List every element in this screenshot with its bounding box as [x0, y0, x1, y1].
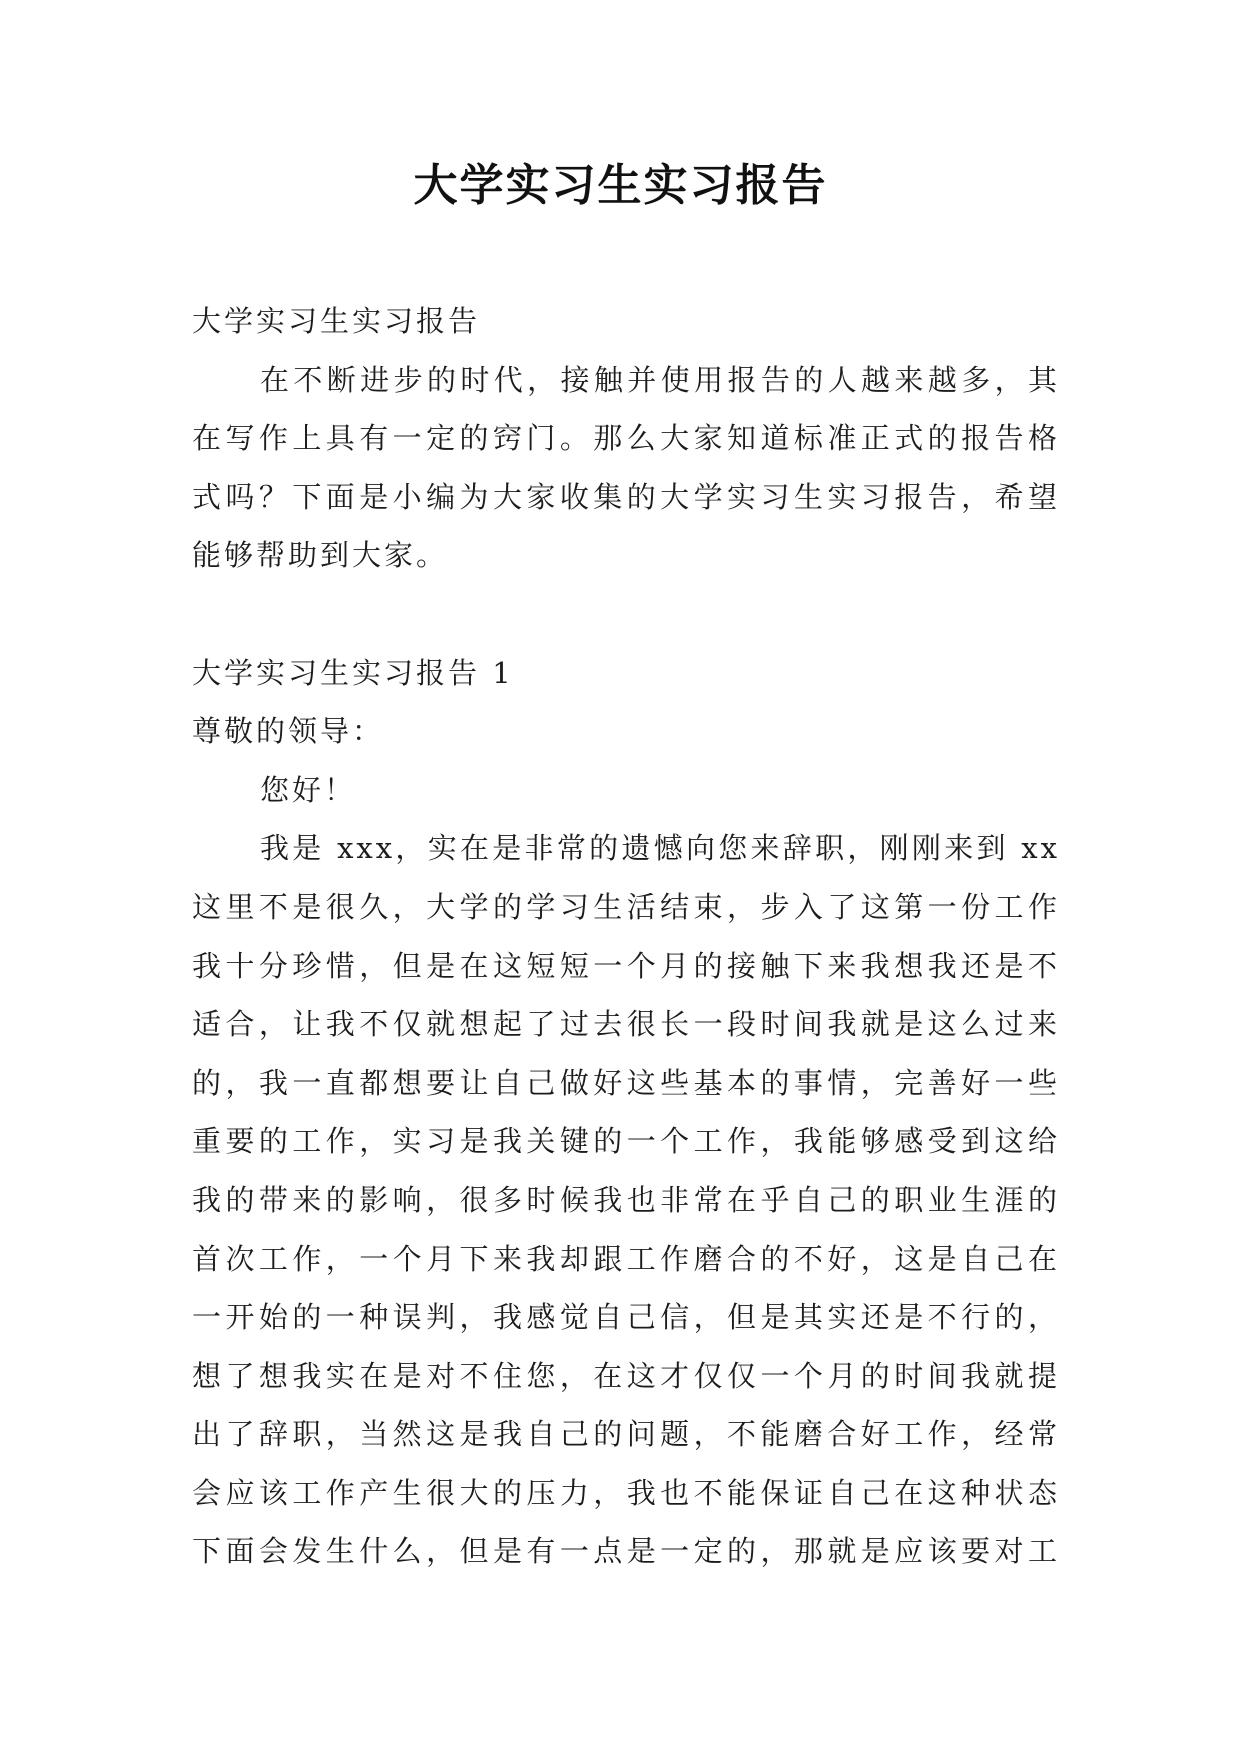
- intro-line: 能够帮助到大家。: [192, 538, 449, 573]
- body-line: 这里不是很久，大学的学习生活结束，步入了这第一份工作: [192, 889, 1060, 924]
- body-line: 重要的工作，实习是我关键的一个工作，我能够感受到这给: [192, 1124, 1060, 1159]
- body-line: 首次工作，一个月下来我却跟工作磨合的不好，这是自己在: [192, 1241, 1060, 1276]
- greeting: 您好！: [260, 772, 357, 807]
- body-line: 我是 xxx，实在是非常的遗憾向您来辞职，刚刚来到 xx: [260, 831, 1060, 866]
- intro-line: 在不断进步的时代，接触并使用报告的人越来越多，其: [260, 362, 1060, 397]
- body-line: 一开始的一种误判，我感觉自己信，但是其实还是不行的，: [192, 1300, 1060, 1335]
- body-line: 会应该工作产生很大的压力，我也不能保证自己在这种状态: [192, 1475, 1060, 1510]
- body-line: 我十分珍惜，但是在这短短一个月的接触下来我想我还是不: [192, 948, 1060, 983]
- body-line: 出了辞职，当然这是我自己的问题，不能磨合好工作，经常: [192, 1417, 1060, 1452]
- document-body: [192, 292, 1060, 1581]
- document-title: 大学实习生实习报告: [413, 160, 828, 211]
- section-title: 大学实习生实习报告 1: [192, 655, 514, 690]
- intro-line: 在写作上具有一定的窍门。那么大家知道标准正式的报告格: [192, 421, 1060, 456]
- body-line: 我的带来的影响，很多时候我也非常在乎自己的职业生涯的: [192, 1182, 1060, 1217]
- salutation: 尊敬的领导：: [192, 714, 385, 749]
- body-line: 适合，让我不仅就想起了过去很长一段时间我就是这么过来: [192, 1007, 1060, 1042]
- intro-line: 式吗？下面是小编为大家收集的大学实习生实习报告，希望: [192, 479, 1060, 514]
- body-line: 的，我一直都想要让自己做好这些基本的事情，完善好一些: [192, 1065, 1060, 1100]
- paragraph-spacer: [192, 585, 1060, 644]
- body-line: 想了想我实在是对不住您，在这才仅仅一个月的时间我就提: [192, 1358, 1060, 1393]
- body-line: 下面会发生什么，但是有一点是一定的，那就是应该要对工: [192, 1534, 1060, 1569]
- subtitle: 大学实习生实习报告: [192, 304, 481, 338]
